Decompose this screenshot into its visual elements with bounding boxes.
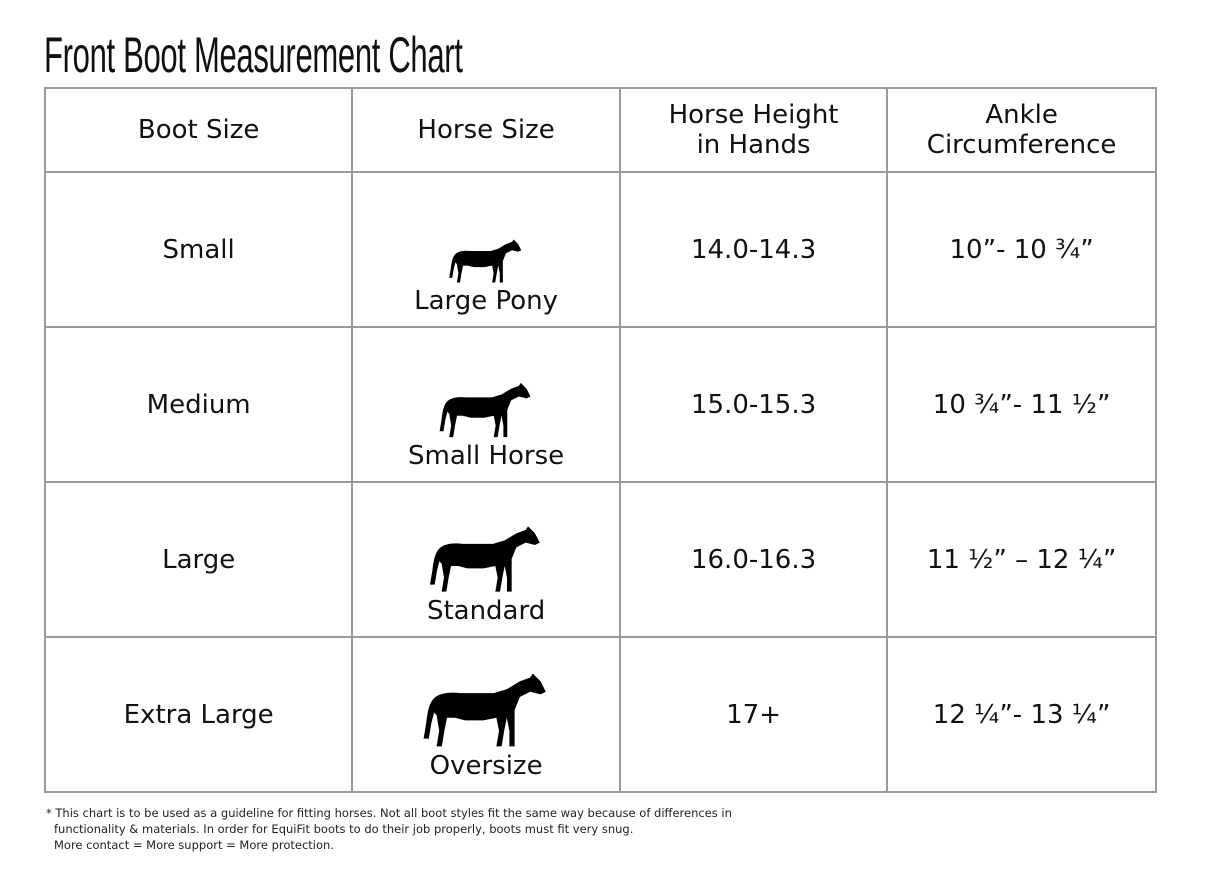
- horse-size-label: Small Horse: [408, 441, 565, 471]
- ankle-cell: 11 ½” – 12 ¼”: [887, 482, 1156, 637]
- table-row: [45, 482, 1156, 637]
- height-cell: 16.0-16.3: [620, 482, 887, 637]
- height-cell: 15.0-15.3: [620, 327, 887, 482]
- header-row: [45, 88, 1156, 172]
- header-text: Ankle: [985, 100, 1058, 130]
- footnote-line: More contact = More support = More protection.: [54, 838, 334, 852]
- table-row: [45, 637, 1156, 792]
- header-text: in Hands: [696, 130, 811, 160]
- table-row: [45, 327, 1156, 482]
- horse-size-cell: [352, 172, 620, 327]
- boot-size-cell: Medium: [45, 327, 352, 482]
- header-ankle: [887, 88, 1156, 172]
- header-text: Boot Size: [137, 115, 260, 145]
- header-horse-size: [352, 88, 620, 172]
- horse-size-label: Standard: [426, 596, 546, 626]
- measurement-table: [44, 87, 1157, 793]
- horse-size-cell: [352, 637, 620, 792]
- horse-size-cell: [352, 482, 620, 637]
- ankle-cell: 12 ¼”- 13 ¼”: [887, 637, 1156, 792]
- height-cell: 14.0-14.3: [620, 172, 887, 327]
- horse-size-cell: [352, 327, 620, 482]
- footnote: [46, 805, 732, 853]
- boot-size-cell: Small: [45, 172, 352, 327]
- table-row: [45, 172, 1156, 327]
- horse-icon: [447, 238, 525, 284]
- header-height: [620, 88, 887, 172]
- header-text: Horse Size: [417, 115, 555, 145]
- ankle-cell: 10”- 10 ¾”: [887, 172, 1156, 327]
- header-text: Horse Height: [668, 100, 839, 130]
- horse-icon: [420, 671, 552, 749]
- horse-icon: [427, 524, 545, 594]
- footnote-line: * This chart is to be used as a guideline for fitting horses. Not all boot styles fit the same way because of differences in: [46, 806, 732, 820]
- boot-size-cell: Large: [45, 482, 352, 637]
- boot-size-cell: Extra Large: [45, 637, 352, 792]
- horse-size-label: Large Pony: [414, 286, 559, 316]
- page-title: Front Boot Measurement Chart: [44, 27, 463, 83]
- ankle-cell: 10 ¾”- 11 ½”: [887, 327, 1156, 482]
- horse-size-label: Oversize: [429, 751, 543, 781]
- height-cell: 17+: [620, 637, 887, 792]
- header-boot-size: [45, 88, 352, 172]
- horse-icon: [437, 381, 535, 439]
- header-text: Circumference: [926, 130, 1117, 160]
- footnote-line: functionality & materials. In order for EquiFit boots to do their job properly, boots must fit very snug.: [54, 822, 634, 836]
